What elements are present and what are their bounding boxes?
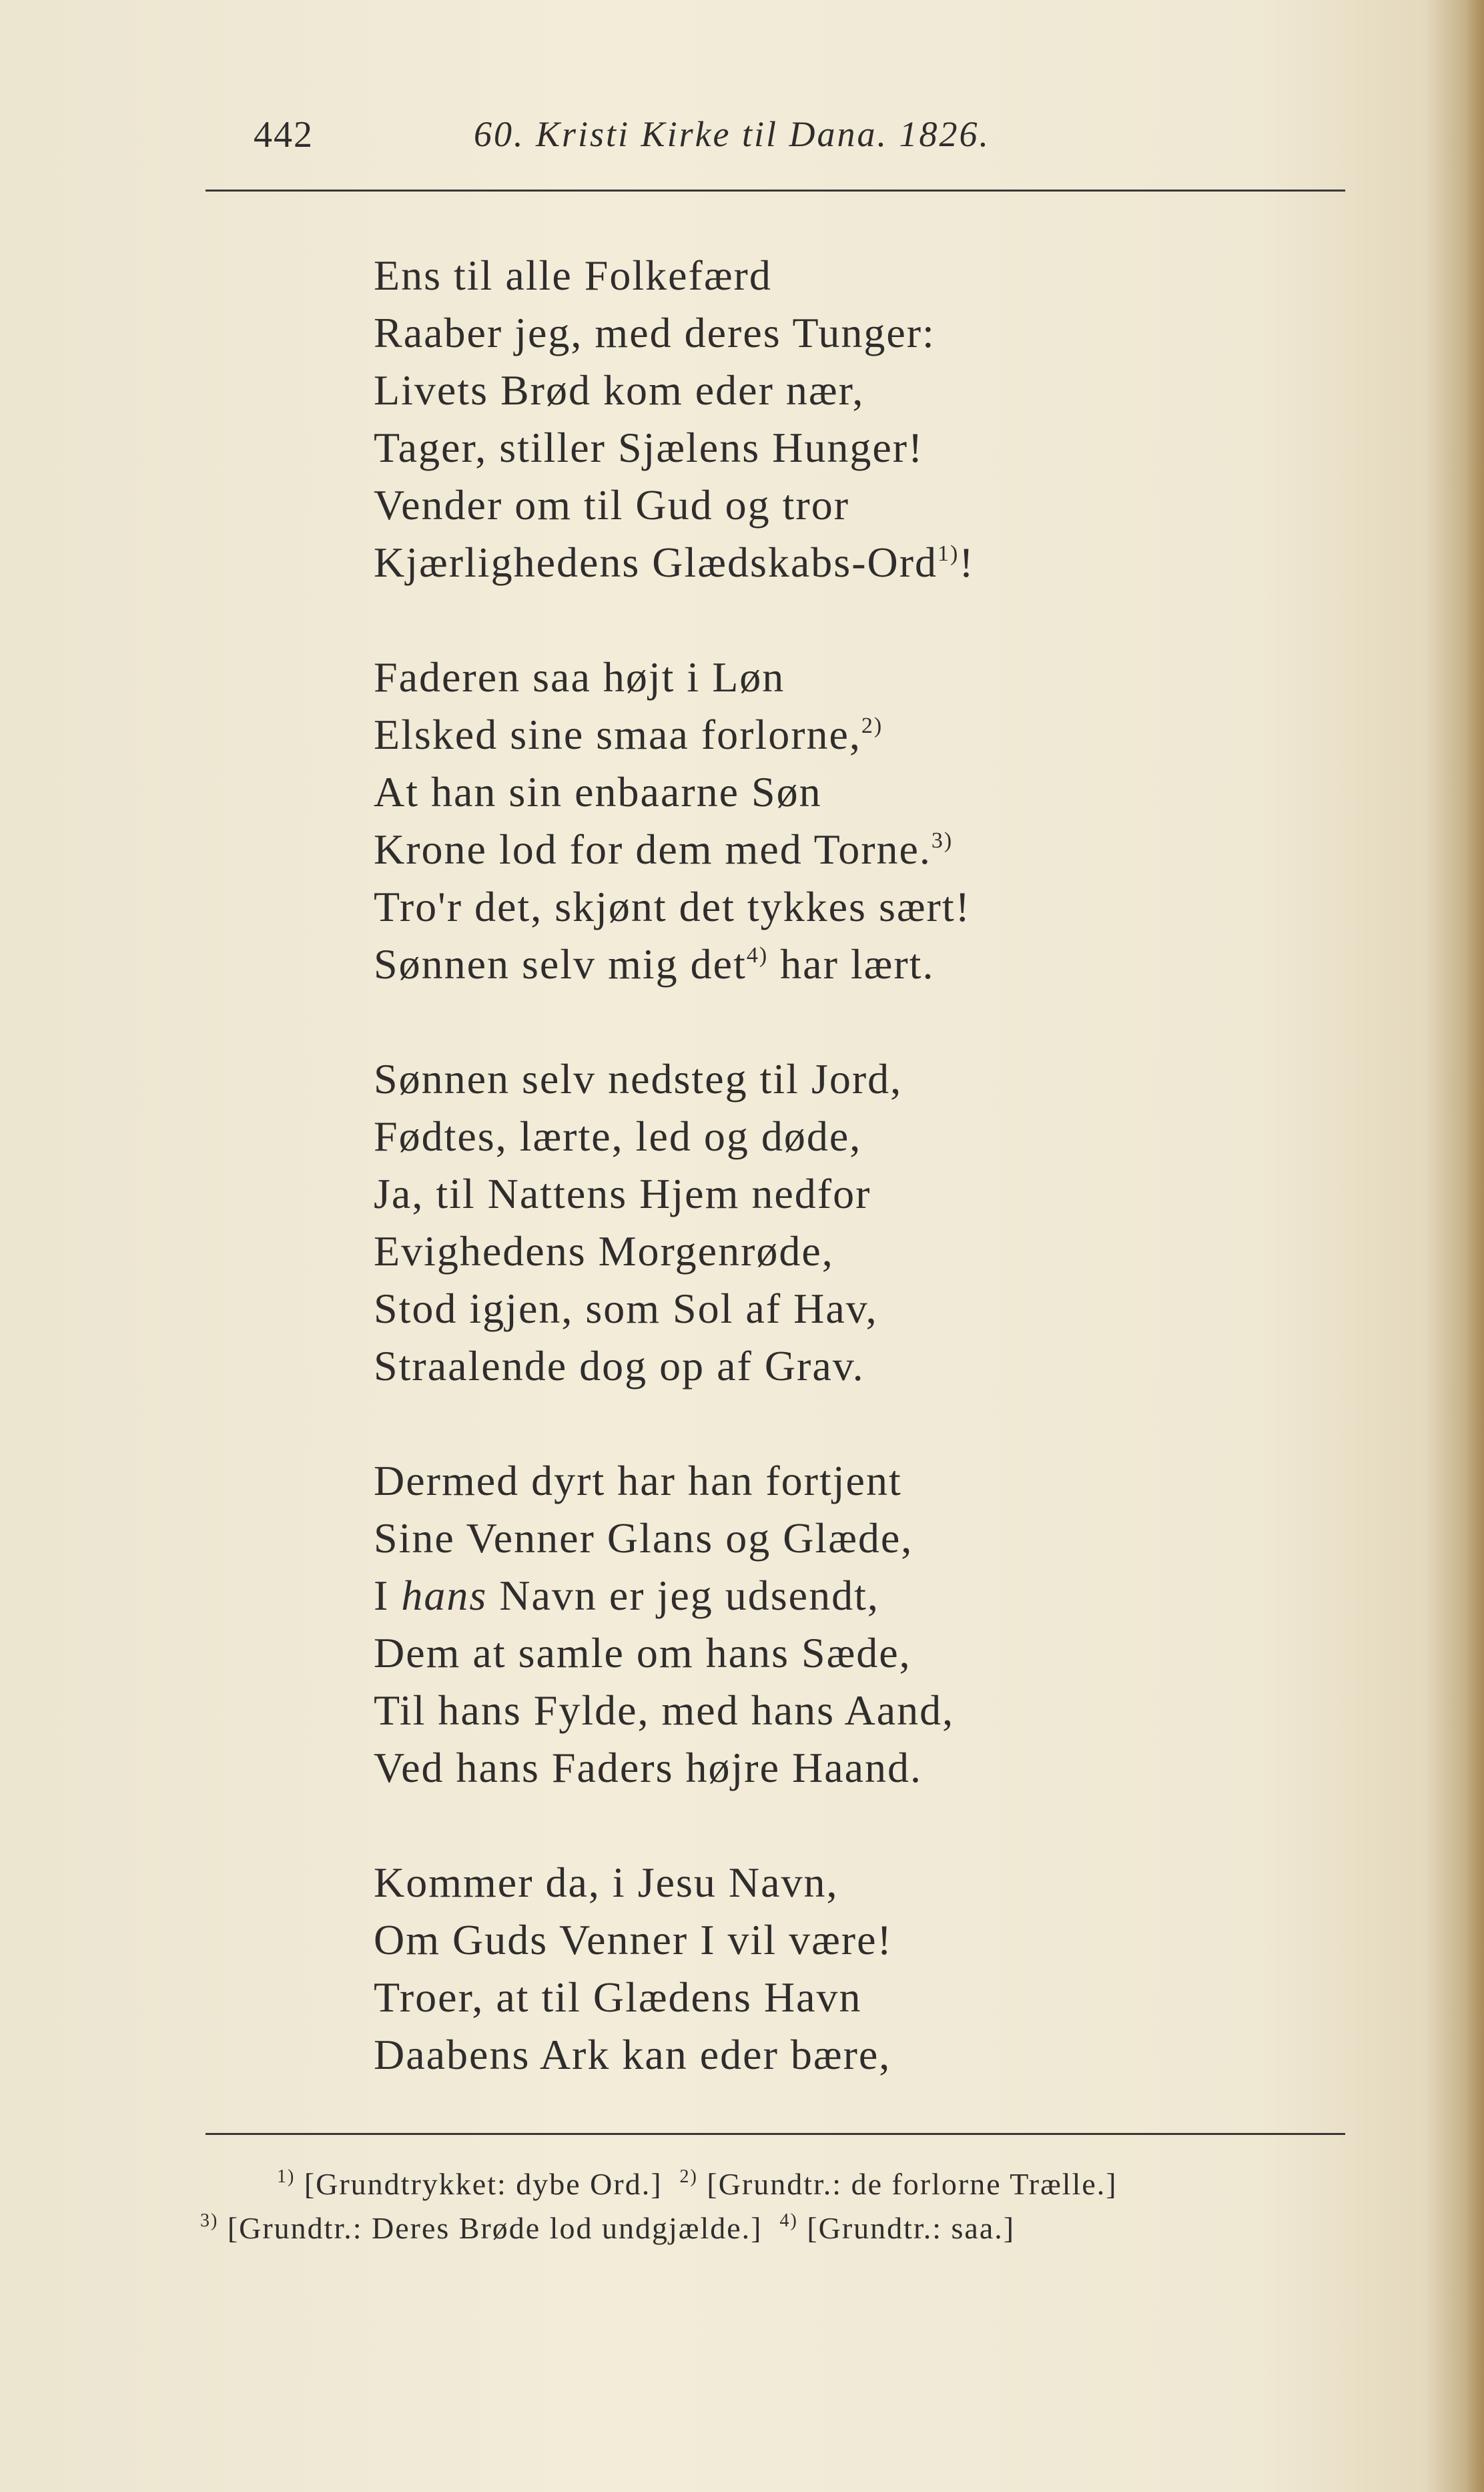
verse-text: Tro'r det, skjønt det tykkes sært! xyxy=(374,883,971,930)
verse-emphasis: hans xyxy=(401,1572,488,1619)
header-rule xyxy=(206,190,1345,192)
verse-line xyxy=(374,1165,1308,1223)
verse-text-tail: Navn er jeg udsendt, xyxy=(487,1572,879,1619)
verse-text: Dem at samle om hans Sæde, xyxy=(374,1629,911,1676)
stanza xyxy=(374,1854,1308,2084)
verse-text: Tager, stiller Sjælens Hunger! xyxy=(374,424,924,471)
footnote-text: [Grundtr.: saa.] xyxy=(807,2211,1016,2245)
verse-text: At han sin enbaarne Søn xyxy=(374,768,822,816)
verse-text: Dermed dyrt har han fortjent xyxy=(374,1457,902,1504)
verse-text-tail: har lært. xyxy=(768,940,935,988)
verse-text: Sønnen selv nedsteg til Jord, xyxy=(374,1055,903,1103)
verse-text: Fødtes, lærte, led og døde, xyxy=(374,1113,862,1160)
verse-text: Om Guds Venner I vil være! xyxy=(374,1916,893,1963)
footnotes xyxy=(200,2162,1361,2250)
verse-text: Ja, til Nattens Hjem nedfor xyxy=(374,1170,871,1217)
verse-line xyxy=(374,419,1308,477)
verse-text: Troer, at til Glædens Havn xyxy=(374,1973,862,2021)
footnote-marker: 4) xyxy=(746,943,769,968)
page-number: 442 xyxy=(254,114,314,155)
footnote xyxy=(277,2167,663,2201)
footnote-number: 1) xyxy=(277,2166,296,2187)
footnote-text: [Grundtr.: de forlorne Trælle.] xyxy=(707,2167,1118,2201)
verse-text: Sønnen selv mig det xyxy=(374,940,747,988)
verse-line xyxy=(374,1108,1308,1165)
verse-text: Krone lod for dem med Torne. xyxy=(374,826,932,873)
verse-text-tail: ! xyxy=(959,539,975,586)
verse-line xyxy=(374,1624,1308,1682)
verse-text: Elsked sine smaa forlorne, xyxy=(374,711,861,758)
footnote-number: 4) xyxy=(779,2210,798,2231)
footnote-marker: 2) xyxy=(861,713,883,738)
footnote xyxy=(779,2211,1015,2245)
verse-line xyxy=(374,534,1308,591)
verse-line xyxy=(374,1510,1308,1567)
footnote-text: [Grundtrykket: dybe Ord.] xyxy=(304,2167,663,2201)
verse-text: Kommer da, i Jesu Navn, xyxy=(374,1859,839,1906)
verse-line xyxy=(374,1567,1308,1624)
verse-text: Kjærlighedens Glædskabs-Ord xyxy=(374,539,938,586)
verse-line xyxy=(374,1969,1308,2026)
verse-line xyxy=(374,362,1308,419)
running-title: 60. Kristi Kirke til Dana. 1826. xyxy=(474,114,991,154)
verse-line xyxy=(374,649,1308,706)
footnote-line xyxy=(200,2206,1361,2250)
verse-text: Livets Brød kom eder nær, xyxy=(374,366,865,414)
verse-text: Stod igjen, som Sol af Hav, xyxy=(374,1285,878,1332)
verse-line xyxy=(374,2026,1308,2084)
verse-text: Daabens Ark kan eder bære, xyxy=(374,2031,891,2078)
footnote-text: [Grundtr.: Deres Brøde lod undgjælde.] xyxy=(227,2211,763,2245)
verse-line xyxy=(374,1050,1308,1108)
verse-text: Evighedens Morgenrøde, xyxy=(374,1227,834,1275)
footnote-number: 2) xyxy=(679,2166,698,2187)
stanza xyxy=(374,649,1308,993)
verse-text: Vender om til Gud og tror xyxy=(374,481,849,529)
verse-text: Straalende dog op af Grav. xyxy=(374,1342,865,1389)
verse-text: Faderen saa højt i Løn xyxy=(374,653,785,701)
verse-line xyxy=(374,247,1308,304)
verse-line xyxy=(374,1911,1308,1969)
verse-line xyxy=(374,878,1308,936)
verse-line xyxy=(374,477,1308,534)
footnote-rule xyxy=(206,2133,1345,2135)
verse-text: Til hans Fylde, med hans Aand, xyxy=(374,1686,955,1734)
page-header xyxy=(254,113,1348,174)
verse-text: Ved hans Faders højre Haand. xyxy=(374,1744,922,1791)
stanza xyxy=(374,1050,1308,1395)
verse-line xyxy=(374,1280,1308,1337)
verse-line xyxy=(374,706,1308,763)
footnote xyxy=(200,2211,762,2245)
verse-line xyxy=(374,304,1308,362)
stanza xyxy=(374,247,1308,591)
footnote-number: 3) xyxy=(200,2210,219,2231)
verse-line xyxy=(374,1452,1308,1510)
verse-text: Sine Venner Glans og Glæde, xyxy=(374,1514,913,1562)
footnote-marker: 1) xyxy=(938,541,960,566)
verse-line xyxy=(374,821,1308,878)
verse-text: I xyxy=(374,1572,402,1619)
verse-line xyxy=(374,1739,1308,1797)
poem-body xyxy=(374,247,1308,2084)
stanza xyxy=(374,1452,1308,1797)
page-edge-shadow xyxy=(1465,0,1484,2492)
verse-text: Ens til alle Folkefærd xyxy=(374,252,772,299)
verse-line xyxy=(374,763,1308,821)
verse-line xyxy=(374,1854,1308,1911)
verse-line xyxy=(374,936,1308,993)
footnote-marker: 3) xyxy=(931,828,954,853)
verse-text: Raaber jeg, med deres Tunger: xyxy=(374,309,936,356)
verse-line xyxy=(374,1337,1308,1395)
verse-line xyxy=(374,1682,1308,1739)
footnote-line xyxy=(200,2162,1361,2206)
verse-line xyxy=(374,1223,1308,1280)
footnote xyxy=(680,2167,1118,2201)
